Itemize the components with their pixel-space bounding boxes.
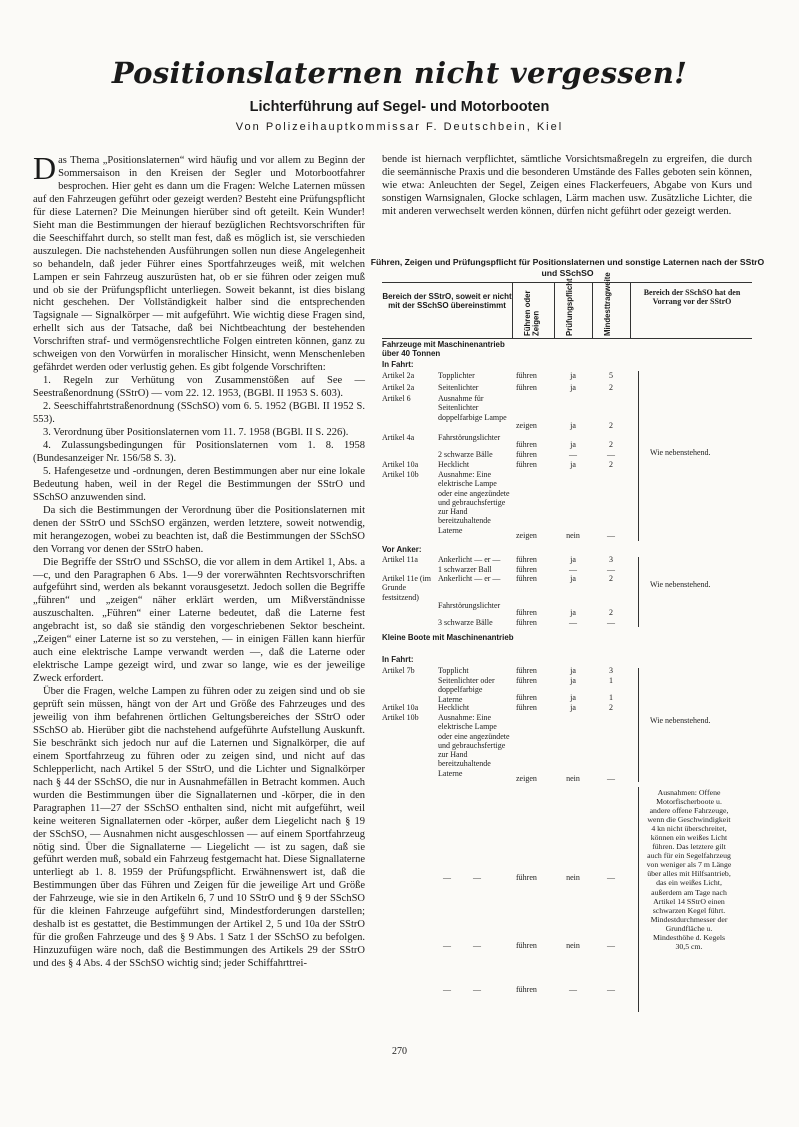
article-subtitle: Lichterführung auf Segel- und Motorbooten bbox=[249, 99, 550, 115]
cell-light: Hecklicht bbox=[438, 460, 470, 469]
table-rule bbox=[382, 338, 752, 339]
cell-range: — bbox=[607, 450, 615, 459]
cell-range: — bbox=[607, 565, 615, 574]
cell-range: 5 bbox=[609, 371, 613, 380]
cell-light: 3 schwarze Bälle bbox=[438, 618, 493, 627]
lights-table bbox=[382, 272, 752, 1012]
cell-check: ja bbox=[570, 440, 576, 449]
header-tragweite: Mindesttragweite bbox=[603, 272, 612, 336]
header-fuehren: Führen oder Zeigen bbox=[523, 290, 541, 336]
cell-mode: führen bbox=[516, 450, 537, 459]
drop-cap: D bbox=[33, 150, 57, 186]
header-pruefung: Prüfungspflicht bbox=[565, 278, 574, 336]
cell-light: Seitenlichter oder doppelfarbige Laterne bbox=[438, 676, 495, 704]
cell-range: 3 bbox=[609, 555, 613, 564]
table-divider bbox=[512, 282, 513, 338]
cell-range: 1 bbox=[609, 693, 613, 702]
cell-check: ja bbox=[570, 555, 576, 564]
group-brace bbox=[632, 668, 639, 782]
cell-mode: führen bbox=[516, 985, 537, 994]
cell-range: 2 bbox=[609, 608, 613, 617]
cell-article: Artikel 2a bbox=[382, 383, 415, 392]
cell-mode: führen bbox=[516, 873, 537, 882]
cell-light: Ankerlicht — er — bbox=[438, 574, 501, 583]
cell-check: nein bbox=[566, 941, 580, 950]
cell-article: Artikel 10a bbox=[382, 460, 419, 469]
cell-light: 2 schwarze Bälle bbox=[438, 450, 493, 459]
cell-range: 2 bbox=[609, 703, 613, 712]
cell-check: — bbox=[569, 985, 577, 994]
cell-range: — bbox=[607, 531, 615, 540]
cell-range: 3 bbox=[609, 666, 613, 675]
cell-check: ja bbox=[570, 371, 576, 380]
table-caption: Führen, Zeigen und Prüfungspflicht für Positionslaternen und sonstige Laternen nach der SStrO und SSchSO bbox=[370, 257, 765, 278]
cell-mode: führen bbox=[516, 574, 537, 583]
cell-article: Artikel 10b bbox=[382, 713, 419, 722]
cell-light: Ausnahme für Seitenlichter doppelfarbige Lampe bbox=[438, 394, 507, 422]
cell-mode: führen bbox=[516, 565, 537, 574]
cell-light: Seitenlichter bbox=[438, 383, 479, 392]
cell-light: Fahrstörungslichter bbox=[438, 433, 501, 442]
header-sschso: Bereich der SSchSO hat den Vorrang vor der SStrO bbox=[643, 288, 741, 306]
cell-mode: zeigen bbox=[516, 774, 537, 783]
cell-mode: führen bbox=[516, 941, 537, 950]
cell-range: 2 bbox=[609, 460, 613, 469]
group-note: Wie nebenstehend. bbox=[650, 580, 711, 589]
cell-range: 2 bbox=[609, 574, 613, 583]
cell-check: — bbox=[569, 618, 577, 627]
cell-light: Topplichter bbox=[438, 371, 475, 380]
cell-range: — bbox=[607, 941, 615, 950]
cell-article: — — bbox=[443, 985, 481, 994]
cell-article: Artikel 2a bbox=[382, 371, 415, 380]
table-divider bbox=[630, 282, 631, 338]
section-sub: In Fahrt: bbox=[382, 360, 414, 369]
body-paragraph: Die Begriffe der SStrO und SSchSO, die vor allem in dem Artikel 1, Abs. a—c, und den Paragraphen 6 Abs. 1—9 der vorerwähnten Rechtsvorschriften aufgeführt sind, werden als bekannt vorausgesetzt. Jedoch sollen die Begriffe „führen“ und „zeigen“ näher erklärt werden, um Mißverständnisse auszuschalten. „Führen“ einer Laterne bedeutet, daß die Laterne fest angebracht ist, so daß sie ständig den vorgeschriebenen Sektor bescheint. „Zeigen“ einer Laterne ist so zu verstehen, — in einigen Fällen kann hierfür auch eine elektrische Lampe verwandt werden —, daß die Laterne oder elektrische Lampe gezeigt wird, und zwar so lange, wie es der jeweilige Zweck erfordert. bbox=[33, 556, 365, 685]
cell-range: — bbox=[607, 618, 615, 627]
cell-check: ja bbox=[570, 421, 576, 430]
cell-range: — bbox=[607, 774, 615, 783]
cell-mode: führen bbox=[516, 440, 537, 449]
cell-article: — — bbox=[443, 941, 481, 950]
cell-light: 1 schwarzer Ball bbox=[438, 565, 492, 574]
cell-light: Fahrstörungslichter bbox=[438, 601, 501, 610]
list-item: 2. Seeschiffahrtstraßenordnung (SSchSO) vom 6. 5. 1952 (BGBl. II 1952 S. 553). bbox=[33, 401, 365, 426]
list-item: 1. Regeln zur Verhütung von Zusammenstößen auf See — Seestraßenordnung (SStrO) — vom 22. 12. 1953, (BGBl. II 1953 S. 603). bbox=[33, 375, 365, 400]
cell-mode: führen bbox=[516, 703, 537, 712]
cell-article: Artikel 4a bbox=[382, 433, 415, 442]
cell-mode: führen bbox=[516, 608, 537, 617]
cell-article: Artikel 11a bbox=[382, 555, 418, 564]
cell-light: Ankerlicht — er — bbox=[438, 555, 501, 564]
cell-mode: zeigen bbox=[516, 421, 537, 430]
article-title: Positionslaternen nicht vergessen! bbox=[111, 56, 688, 90]
list-item: 5. Hafengesetze und -ordnungen, deren Bestimmungen aber nur eine lokale Bedeutung haben, weil in der Regel die Bestimmungen der SStrO und SSchSO anzuwenden sind. bbox=[33, 465, 365, 503]
header-sstro: Bereich der SStrO, soweit er nicht mit der SSchSO übereinstimmt bbox=[382, 292, 512, 310]
cell-mode: führen bbox=[516, 618, 537, 627]
cell-check: — bbox=[569, 450, 577, 459]
list-item: 4. Zulassungsbedingungen für Positionslaternen vom 1. 8. 1958 (Bundesanzeiger Nr. 156/58 S. 3). bbox=[33, 439, 365, 464]
body-paragraph: Über die Fragen, welche Lampen zu führen oder zu zeigen sind und ob sie geprüft sein müssen, hängt von der Art und Größe des Fahrzeuges und des jeweilig von ihm befahrenen örtlichen Geltungsbereiches der SStrO oder SSchSO ab. Hierüber gibt die nachstehend aufgeführte Aufstellung Auskunft. Sie beschränkt sich jedoch nur auf die Laternen und Signalkörper, die auf einem Sportfahrzeug zu führen oder zu zeigen sind, und nicht auf das Schlepperlicht, nach Artikel 5 der SStrO, und die Lichter und Signalkörper nach § 44 der SSchSO, die nur in Ausnahmefällen in Betracht kommen. Auch wurden die Bestimmungen über die Signallaternen und -körper, die in den Paragraphen 11—27 der SSchSO enthalten sind, nicht mit aufgeführt, weil keine weiteren Signallaternen oder -körper, außer dem Liegelicht nach § 19 der SSchSO, — Ausnahmen nicht ausgeschlossen — auf einem Sportfahrzeug nötig sind. Über die Signallaterne — Liegelicht — ist zu sagen, daß sie geführt werden muß, sobald ein Fahrzeug festgemacht hat. Diese Signallaterne unterliegt ab 1. 8. 1959 der Prüfungspflicht. Erwähnenswert ist, daß die Bestimmungen über das Führen und Zeigen für die jeweilige Art und Größe der Fahrzeuge, wie sie in den Artikeln 6, 7 und 10 SStrO und § 9 der SSchSO für die kleinen Fahrzeuge aufgeführt sind, Mindestforderungen darstellen; deshalb ist es gestattet, die Bestimmungen der Artikel 2, 5 und 10a der SStrO für die großen Fahrzeuge und des § 9 Abs. 1 Satz 1 der SSchSO zu befolgen. Hinzuzufügen wäre noch, daß die Bestimmungen des Artikels 29 der SStrO und des § 4 Abs. 4 der SSchSO wichtig sind; jeder Schiffahrttrei- bbox=[33, 686, 365, 970]
cell-check: nein bbox=[566, 774, 580, 783]
right-column-text bbox=[382, 154, 752, 219]
cell-mode: führen bbox=[516, 666, 537, 675]
cell-light: Hecklicht bbox=[438, 703, 470, 712]
group-note: Ausnahmen: Offene Motorfischerboote u. andere offene Fahrzeuge, wenn die Geschwindigkeit 4 kn nicht überschreitet, können ein weißes Licht führen. Das letztere gilt auch für ein Segelfahrzeug von weniger als 7 m Länge über alles mit Hilfsantrieb, das ein weißes Licht, außerdem am Tage nach Artikel 14 SStrO einen schwarzen Kegel führt. Mindestdurchmesser der Grundfläche u. Mindesthöhe d. Kegels 30,5 cm. bbox=[646, 788, 732, 951]
group-brace bbox=[632, 371, 639, 541]
table-divider bbox=[554, 282, 555, 338]
group-note: Wie nebenstehend. bbox=[650, 448, 711, 457]
group-brace bbox=[632, 787, 639, 1012]
cell-light: Ausnahme: Eine elektrische Lampe oder eine angezündete und gebrauchsfertige zur Hand bereitzuhaltende Laterne bbox=[438, 713, 510, 778]
table-divider bbox=[592, 282, 593, 338]
group-brace bbox=[632, 557, 639, 627]
section-sub: Vor Anker: bbox=[382, 545, 422, 554]
cell-mode: führen bbox=[516, 676, 537, 685]
section-title: Kleine Boote mit Maschinenantrieb bbox=[382, 633, 514, 642]
cell-check: ja bbox=[570, 460, 576, 469]
cell-check: ja bbox=[570, 383, 576, 392]
cell-range: 2 bbox=[609, 383, 613, 392]
section-title: Fahrzeuge mit Maschinenantrieb über 40 Tonnen bbox=[382, 340, 505, 359]
cell-range: — bbox=[607, 985, 615, 994]
cell-range: 1 bbox=[609, 676, 613, 685]
cell-range: — bbox=[607, 873, 615, 882]
body-paragraph: bende ist hiernach verpflichtet, sämtliche Vorsichtsmaßregeln zu ergreifen, die durch die seemännische Praxis und die besonderen Umstände des Falles geboten sein können, wie etwa: Anleuchten der Segel, Zeigen eines Flackerfeuers, Abgabe von Kurs und sonstigen Warnsignalen, Glocke schlagen, Lärm machen usw. Zusätzliche Lichter, die mit anderen verwechselt werden können, dürfen nicht geführt oder gezeigt werden. bbox=[382, 154, 752, 217]
article-author: Von Polizeihauptkommissar F. Deutschbein, Kiel bbox=[235, 121, 564, 133]
cell-article: Artikel 7b bbox=[382, 666, 415, 675]
cell-check: ja bbox=[570, 608, 576, 617]
cell-check: ja bbox=[570, 693, 576, 702]
body-paragraph: Da sich die Bestimmungen der Verordnung über die Positionslaternen mit denen der SStrO und SSchSO ergänzen, werden letztere, soweit notwendig, mit herangezogen, wobei zu beachten ist, daß die Bestimmungen der SSchSO den Vorrang vor denen der SStrO haben. bbox=[33, 504, 365, 555]
cell-check: nein bbox=[566, 873, 580, 882]
page-number: 270 bbox=[392, 1046, 407, 1057]
cell-mode: führen bbox=[516, 693, 537, 702]
cell-check: ja bbox=[570, 676, 576, 685]
section-sub: In Fahrt: bbox=[382, 655, 414, 664]
cell-mode: führen bbox=[516, 383, 537, 392]
cell-check: ja bbox=[570, 574, 576, 583]
cell-article: — — bbox=[443, 873, 481, 882]
cell-check: ja bbox=[570, 666, 576, 675]
cell-mode: führen bbox=[516, 460, 537, 469]
cell-check: ja bbox=[570, 703, 576, 712]
cell-article: Artikel 10b bbox=[382, 470, 419, 479]
group-note: Wie nebenstehend. bbox=[650, 716, 711, 725]
cell-check: nein bbox=[566, 531, 580, 540]
regulation-list bbox=[33, 375, 365, 505]
cell-mode: führen bbox=[516, 371, 537, 380]
cell-range: 2 bbox=[609, 440, 613, 449]
cell-range: 2 bbox=[609, 421, 613, 430]
cell-mode: zeigen bbox=[516, 531, 537, 540]
cell-mode: führen bbox=[516, 555, 537, 564]
intro-paragraph: Das Thema „Positionslaternen“ wird häufig und vor allem zu Beginn der Sommersaison in den Kreisen der Segler und Motorbootfahrer besprochen. Hier geht es dann um die Fragen: Welche Laternen müssen auf den Fahrzeugen geführt oder gezeigt werden? Besteht eine Prüfungspflicht für diese Laternen? Die Meinungen hierüber sind oft geteilt. Kein Wunder! Sieht man die Bestimmungen der hierauf bezüglichen Rechtsvorschriften für die Seeschiffahrt durch, so stellt man fest, daß es möglich ist, sie verschieden auszulegen. Die nachstehenden Ausführungen sollen nun diese Angelegenheit so behandeln, daß jeder Führer eines Sportfahrzeuges weiß, mit welchen Lampen er sein Fahrzeug auszurüsten hat, ob er sie führen oder zeigen muß und ob sie der Prüfungspflicht unterliegen. Soweit bekannt, ist dies bislang nicht geschehen. Der Vollständigkeit halber sind die entsprechenden Tagsignale — Signalkörper — mit aufgeführt. Wie wichtig diese Fragen sind, erhellt sich aus der Tatsache, daß bei Nichtbeachtung der bestehenden Vorschriften straf- und vermögensrechtliche Folgen eintreten können, ganz zu schweigen von den Vorwürfen in moralischer Hinsicht, wenn Menschenleben gefährdet werden oder verlustig gehen. Es gibt folgende Vorschriften: bbox=[33, 150, 365, 374]
cell-article: Artikel 10a bbox=[382, 703, 419, 712]
cell-article: Artikel 6 bbox=[382, 394, 411, 403]
cell-article: Artikel 11e (im Grunde festsitzend) bbox=[382, 574, 432, 602]
left-column bbox=[33, 150, 365, 971]
list-item: 3. Verordnung über Positionslaternen vom 11. 7. 1958 (BGBl. II S. 226). bbox=[43, 427, 349, 439]
cell-check: — bbox=[569, 565, 577, 574]
cell-light: Topplicht bbox=[438, 666, 469, 675]
cell-light: Ausnahme: Eine elektrische Lampe oder eine angezündete und gebrauchsfertige zur Hand bereitzuhaltende Laterne bbox=[438, 470, 510, 535]
